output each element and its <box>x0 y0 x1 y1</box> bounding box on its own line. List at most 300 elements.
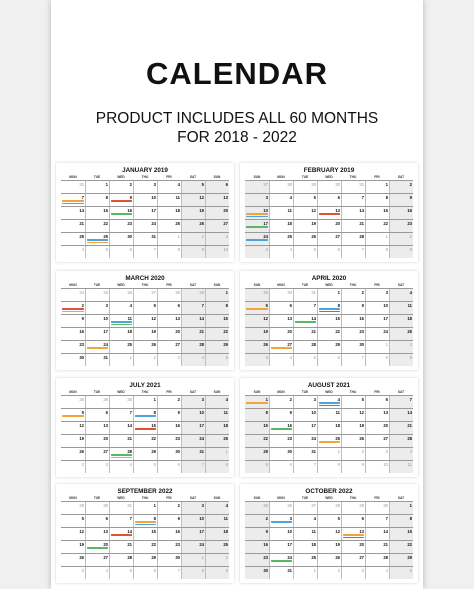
day-number: 3 <box>105 462 108 467</box>
day-number: 9 <box>265 529 268 534</box>
day-number: 14 <box>359 208 364 213</box>
day-number: 15 <box>103 208 108 213</box>
day-cell <box>109 396 133 408</box>
day-cell <box>61 448 85 460</box>
day-number: 9 <box>225 568 228 573</box>
day-cell <box>109 448 133 460</box>
weekday-label: MON <box>277 390 285 394</box>
day-cell <box>205 528 229 540</box>
event-marker <box>62 203 84 205</box>
day-cell <box>157 515 181 527</box>
day-number: 29 <box>407 555 412 560</box>
day-cell <box>317 220 341 232</box>
day-cell <box>61 554 85 566</box>
day-number: 9 <box>361 462 364 467</box>
day-number: 12 <box>311 208 316 213</box>
weekday-label: WED <box>117 175 125 179</box>
day-number: 2 <box>177 397 180 402</box>
weeks <box>245 288 413 366</box>
day-cell <box>157 354 181 366</box>
day-number: 6 <box>177 303 180 308</box>
day-number: 5 <box>337 516 340 521</box>
day-number: 29 <box>311 182 316 187</box>
day-cell <box>85 289 109 301</box>
day-cell <box>341 328 365 340</box>
day-cell <box>317 181 341 193</box>
day-cell <box>181 181 205 193</box>
day-cell <box>205 422 229 434</box>
day-number: 23 <box>359 329 364 334</box>
event-marker <box>246 402 268 404</box>
day-number: 20 <box>383 423 388 428</box>
day-number: 28 <box>79 397 84 402</box>
day-number: 9 <box>409 195 412 200</box>
day-number: 12 <box>79 423 84 428</box>
day-number: 9 <box>129 195 132 200</box>
day-cell <box>181 194 205 206</box>
day-number: 1 <box>225 290 228 295</box>
weekday-label: WED <box>117 496 125 500</box>
day-number: 5 <box>265 303 268 308</box>
day-cell <box>157 422 181 434</box>
weekday-label: FRI <box>374 175 380 179</box>
event-marker <box>111 534 132 536</box>
day-number: 10 <box>383 303 388 308</box>
day-cell <box>133 246 157 258</box>
day-cell <box>85 194 109 206</box>
day-cell <box>61 541 85 553</box>
event-marker <box>271 347 292 349</box>
day-number: 17 <box>383 316 388 321</box>
day-number: 17 <box>311 423 316 428</box>
month-calendar <box>56 484 234 583</box>
day-cell <box>157 315 181 327</box>
day-cell <box>85 233 109 245</box>
day-number: 8 <box>153 410 156 415</box>
day-cell <box>269 233 293 245</box>
day-cell <box>341 194 365 206</box>
day-number: 6 <box>105 410 108 415</box>
day-cell <box>365 502 389 514</box>
day-number: 16 <box>127 208 132 213</box>
week-row <box>245 553 413 566</box>
event-marker <box>246 239 268 241</box>
day-number: 31 <box>127 503 132 508</box>
day-number: 26 <box>359 436 364 441</box>
day-cell <box>157 502 181 514</box>
day-cell <box>245 328 269 340</box>
day-number: 22 <box>103 221 108 226</box>
day-number: 27 <box>287 342 292 347</box>
event-marker <box>87 242 108 244</box>
day-cell <box>181 328 205 340</box>
day-number: 13 <box>223 195 228 200</box>
week-row <box>61 421 229 434</box>
day-number: 1 <box>177 234 180 239</box>
day-cell <box>133 515 157 527</box>
day-number: 3 <box>201 503 204 508</box>
day-cell <box>205 220 229 232</box>
day-cell <box>109 341 133 353</box>
day-cell <box>205 448 229 460</box>
day-number: 14 <box>383 529 388 534</box>
day-number: 1 <box>409 503 412 508</box>
day-number: 5 <box>225 355 228 360</box>
day-cell <box>133 528 157 540</box>
day-number: 9 <box>177 410 180 415</box>
day-number: 27 <box>359 555 364 560</box>
day-number: 30 <box>127 397 132 402</box>
day-cell <box>389 341 413 353</box>
day-cell <box>109 554 133 566</box>
day-cell <box>269 461 293 473</box>
day-number: 29 <box>199 290 204 295</box>
day-cell <box>181 528 205 540</box>
day-number: 14 <box>407 410 412 415</box>
event-marker <box>111 200 132 202</box>
day-cell <box>157 289 181 301</box>
day-number: 5 <box>153 462 156 467</box>
day-number: 25 <box>311 555 316 560</box>
day-cell <box>269 435 293 447</box>
day-number: 4 <box>313 516 316 521</box>
day-number: 29 <box>151 449 156 454</box>
day-cell <box>293 328 317 340</box>
week-row <box>245 206 413 219</box>
day-cell <box>157 328 181 340</box>
day-number: 17 <box>199 423 204 428</box>
day-cell <box>61 409 85 421</box>
day-number: 7 <box>361 195 364 200</box>
day-number: 30 <box>383 503 388 508</box>
day-number: 27 <box>335 234 340 239</box>
week-row <box>245 340 413 353</box>
day-cell <box>109 246 133 258</box>
week-row <box>245 314 413 327</box>
day-cell <box>205 409 229 421</box>
week-row <box>61 540 229 553</box>
day-cell <box>109 541 133 553</box>
day-cell <box>317 567 341 579</box>
week-row <box>245 193 413 206</box>
day-number: 20 <box>287 329 292 334</box>
day-number: 10 <box>199 410 204 415</box>
day-cell <box>389 515 413 527</box>
day-number: 26 <box>151 342 156 347</box>
day-cell <box>85 302 109 314</box>
day-cell <box>157 194 181 206</box>
day-cell <box>389 435 413 447</box>
day-number: 24 <box>263 234 268 239</box>
day-number: 2 <box>361 290 364 295</box>
day-cell <box>341 246 365 258</box>
day-cell <box>293 341 317 353</box>
day-number: 4 <box>129 462 132 467</box>
day-number: 5 <box>409 568 412 573</box>
day-number: 30 <box>287 290 292 295</box>
day-cell <box>341 409 365 421</box>
day-cell <box>269 289 293 301</box>
day-cell <box>293 354 317 366</box>
week-row <box>61 206 229 219</box>
day-cell <box>157 567 181 579</box>
day-cell <box>341 181 365 193</box>
day-number: 8 <box>177 247 180 252</box>
day-cell <box>317 289 341 301</box>
weekday-label: TUE <box>93 175 101 179</box>
week-row <box>61 327 229 340</box>
day-cell <box>205 435 229 447</box>
day-cell <box>293 246 317 258</box>
day-number: 5 <box>313 355 316 360</box>
day-cell <box>133 567 157 579</box>
day-number: 11 <box>223 516 228 521</box>
day-cell <box>133 315 157 327</box>
day-cell <box>269 541 293 553</box>
event-marker <box>135 428 156 430</box>
day-number: 27 <box>103 449 108 454</box>
weekday-label: FRI <box>374 390 380 394</box>
month-calendar <box>56 378 234 477</box>
day-cell <box>317 341 341 353</box>
event-marker <box>111 454 132 456</box>
day-cell <box>389 220 413 232</box>
day-cell <box>133 554 157 566</box>
event-marker <box>135 524 156 526</box>
day-cell <box>181 289 205 301</box>
day-number: 1 <box>225 449 228 454</box>
weekday-label: FRI <box>374 496 380 500</box>
day-cell <box>109 435 133 447</box>
weekday-label: FRI <box>166 175 172 179</box>
day-number: 1 <box>337 449 340 454</box>
day-number: 18 <box>223 529 228 534</box>
day-cell <box>341 435 365 447</box>
day-number: 3 <box>201 397 204 402</box>
day-number: 21 <box>359 221 364 226</box>
day-number: 15 <box>223 316 228 321</box>
day-cell <box>293 528 317 540</box>
week-row <box>61 288 229 301</box>
week-row <box>61 514 229 527</box>
day-number: 1 <box>105 182 108 187</box>
day-cell <box>61 422 85 434</box>
day-cell <box>365 515 389 527</box>
day-number: 17 <box>287 542 292 547</box>
weekday-label: MON <box>277 175 285 179</box>
weekday-label: SAT <box>397 496 405 500</box>
weekday-label: TUE <box>301 283 309 287</box>
day-number: 8 <box>337 303 340 308</box>
day-cell <box>181 567 205 579</box>
day-number: 2 <box>177 503 180 508</box>
day-cell <box>341 220 365 232</box>
day-number: 12 <box>79 529 84 534</box>
day-cell <box>317 461 341 473</box>
event-marker <box>319 311 340 313</box>
weekday-label: MON <box>277 283 285 287</box>
weekday-label: THU <box>141 496 149 500</box>
day-number: 16 <box>79 329 84 334</box>
day-number: 7 <box>313 303 316 308</box>
day-cell <box>341 567 365 579</box>
day-number: 1 <box>385 182 388 187</box>
day-cell <box>205 207 229 219</box>
day-number: 3 <box>81 568 84 573</box>
day-cell <box>205 233 229 245</box>
day-cell <box>61 396 85 408</box>
day-cell <box>293 554 317 566</box>
day-number: 15 <box>383 208 388 213</box>
day-number: 28 <box>407 436 412 441</box>
day-cell <box>85 396 109 408</box>
day-cell <box>365 246 389 258</box>
day-cell <box>157 528 181 540</box>
weekday-label: SUN <box>253 390 261 394</box>
day-number: 31 <box>151 234 156 239</box>
day-cell <box>109 502 133 514</box>
month-calendar <box>240 271 418 370</box>
month-title: FEBRUARY 2019 <box>303 167 355 174</box>
day-number: 3 <box>361 568 364 573</box>
day-number: 8 <box>337 462 340 467</box>
day-number: 1 <box>201 555 204 560</box>
month-title: SEPTEMBER 2022 <box>117 488 173 495</box>
day-cell <box>317 422 341 434</box>
day-cell <box>341 354 365 366</box>
weeks <box>245 501 413 579</box>
event-marker <box>246 308 268 310</box>
day-cell <box>365 328 389 340</box>
event-marker <box>246 216 268 218</box>
day-cell <box>109 461 133 473</box>
week-row <box>61 395 229 408</box>
day-number: 11 <box>223 410 228 415</box>
day-cell <box>157 233 181 245</box>
weekday-label: MON <box>69 390 77 394</box>
week-row <box>61 447 229 460</box>
day-cell <box>61 233 85 245</box>
day-cell <box>317 194 341 206</box>
day-cell <box>269 409 293 421</box>
day-cell <box>133 422 157 434</box>
day-number: 27 <box>223 221 228 226</box>
day-number: 4 <box>409 449 412 454</box>
event-marker <box>319 405 340 407</box>
week-row <box>245 219 413 232</box>
day-number: 23 <box>175 542 180 547</box>
day-number: 14 <box>311 316 316 321</box>
weekday-label: TUE <box>93 496 101 500</box>
day-cell <box>245 194 269 206</box>
day-cell <box>133 207 157 219</box>
day-cell <box>269 328 293 340</box>
day-cell <box>389 396 413 408</box>
month-calendar <box>240 378 418 477</box>
day-cell <box>389 567 413 579</box>
day-cell <box>109 233 133 245</box>
day-cell <box>269 341 293 353</box>
day-cell <box>61 528 85 540</box>
weeks <box>61 180 229 258</box>
day-number: 30 <box>175 555 180 560</box>
day-cell <box>269 207 293 219</box>
weekday-label: SUN <box>213 283 221 287</box>
event-marker <box>295 321 316 323</box>
day-cell <box>317 502 341 514</box>
day-cell <box>293 302 317 314</box>
day-number: 9 <box>409 247 412 252</box>
day-number: 7 <box>201 462 204 467</box>
weekday-label: SAT <box>189 175 197 179</box>
day-cell <box>157 302 181 314</box>
event-marker <box>62 308 84 310</box>
day-cell <box>341 461 365 473</box>
weeks <box>61 501 229 579</box>
day-cell <box>109 289 133 301</box>
day-number: 17 <box>199 529 204 534</box>
day-number: 20 <box>223 208 228 213</box>
day-number: 2 <box>225 555 228 560</box>
day-cell <box>245 233 269 245</box>
day-number: 28 <box>127 555 132 560</box>
day-number: 13 <box>383 410 388 415</box>
day-number: 22 <box>335 329 340 334</box>
day-cell <box>181 341 205 353</box>
week-row <box>245 540 413 553</box>
day-number: 30 <box>175 449 180 454</box>
day-number: 8 <box>105 195 108 200</box>
day-number: 26 <box>311 234 316 239</box>
day-cell <box>61 341 85 353</box>
day-number: 5 <box>153 303 156 308</box>
day-cell <box>85 448 109 460</box>
day-number: 8 <box>225 303 228 308</box>
day-cell <box>389 502 413 514</box>
day-number: 4 <box>81 247 84 252</box>
day-cell <box>389 328 413 340</box>
weekday-label: SAT <box>397 175 405 179</box>
day-cell <box>365 207 389 219</box>
day-number: 28 <box>287 182 292 187</box>
day-cell <box>293 461 317 473</box>
weekday-label: FRI <box>166 390 172 394</box>
day-number: 31 <box>79 182 84 187</box>
day-number: 19 <box>79 436 84 441</box>
day-number: 5 <box>201 182 204 187</box>
day-number: 15 <box>151 529 156 534</box>
day-number: 5 <box>361 397 364 402</box>
day-number: 4 <box>289 195 292 200</box>
day-number: 29 <box>103 397 108 402</box>
day-cell <box>133 502 157 514</box>
day-cell <box>269 554 293 566</box>
day-number: 18 <box>175 208 180 213</box>
day-cell <box>389 315 413 327</box>
day-cell <box>109 354 133 366</box>
day-number: 28 <box>311 342 316 347</box>
month-calendar <box>240 163 418 262</box>
day-cell <box>245 181 269 193</box>
day-number: 3 <box>177 355 180 360</box>
day-cell <box>389 181 413 193</box>
day-number: 1 <box>337 290 340 295</box>
day-cell <box>389 554 413 566</box>
day-cell <box>157 220 181 232</box>
day-number: 18 <box>287 221 292 226</box>
day-cell <box>341 396 365 408</box>
day-number: 9 <box>289 410 292 415</box>
